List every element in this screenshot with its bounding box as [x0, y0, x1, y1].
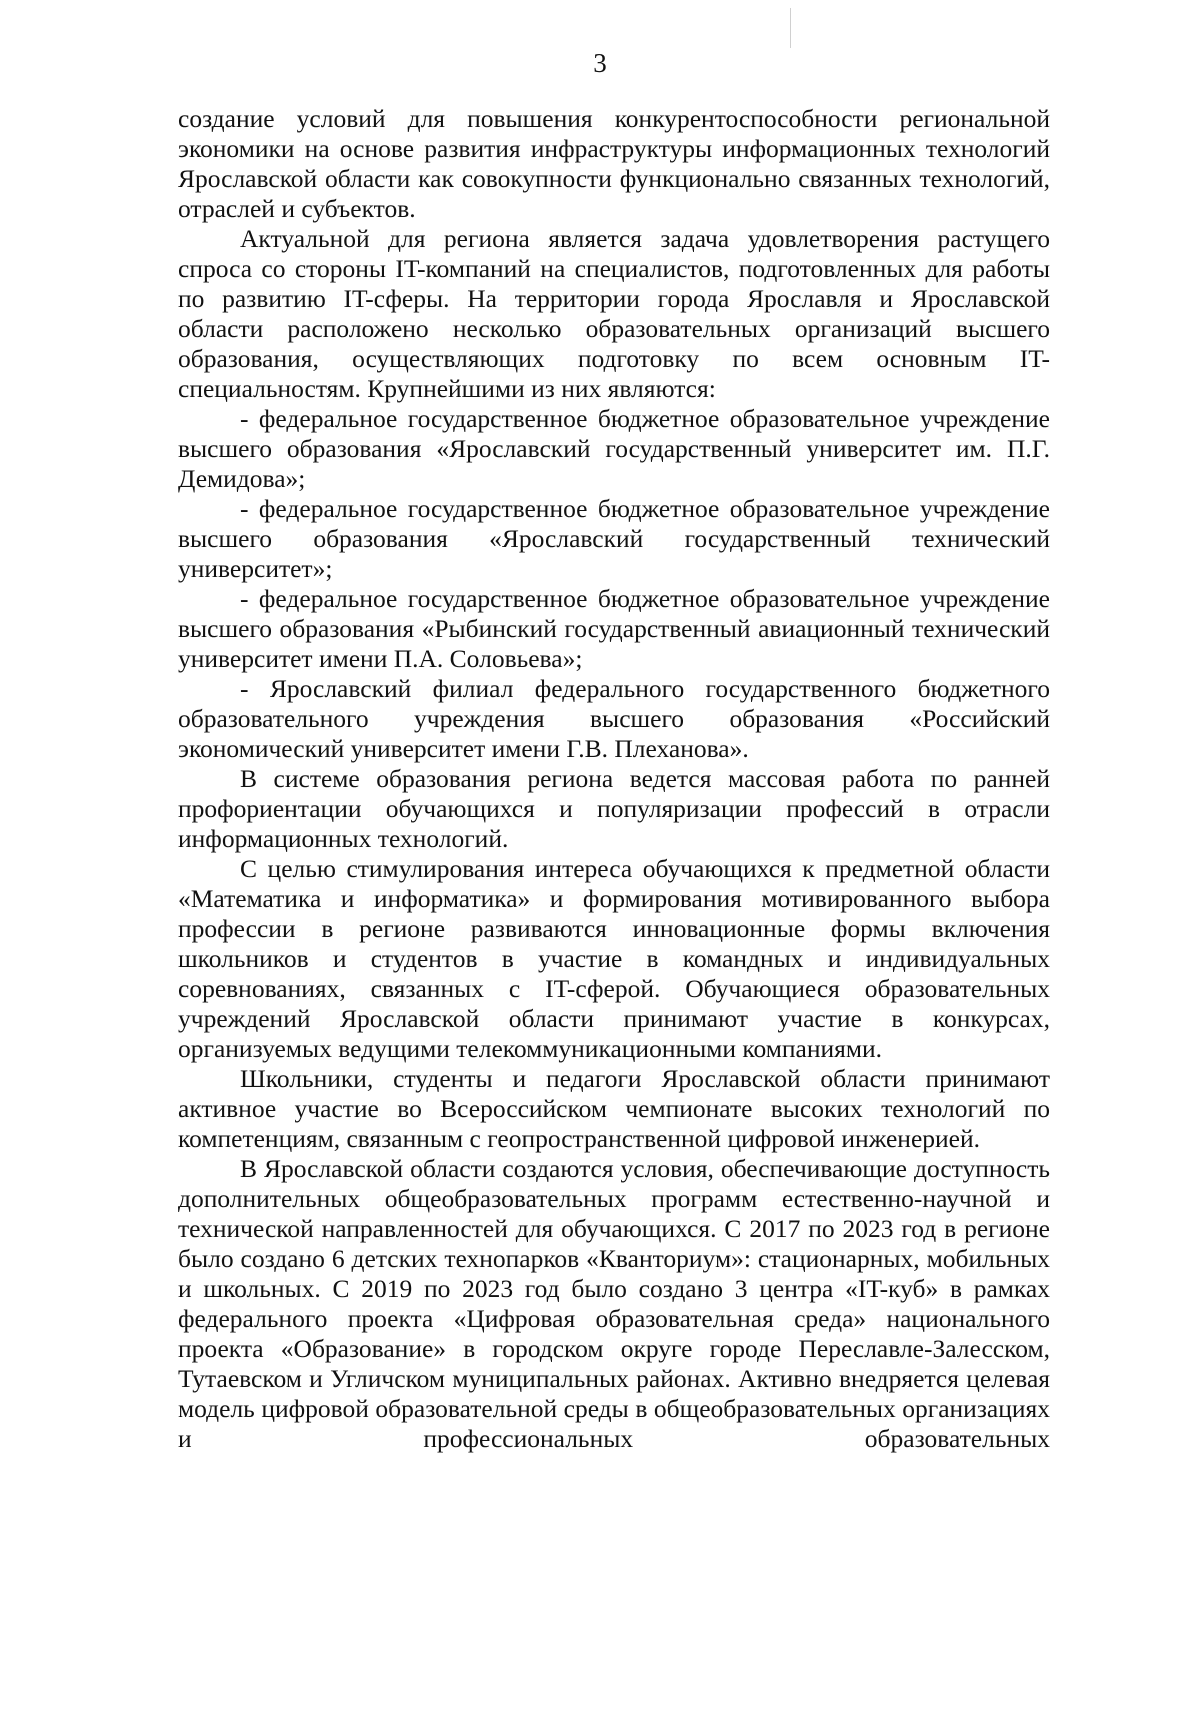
- paragraph-intro-continuation: создание условий для повышения конкурентоспособности региональной экономики на основе развития инфраструктуры информационных технологий Ярославской области как совокупности функционально связанных технологий, отраслей и субъектов.: [178, 104, 1050, 223]
- list-item-rsatu: - федеральное государственное бюджетное образовательное учреждение высшего образования «Рыбинский государственный авиационный технический университет имени П.А. Соловьева»;: [178, 584, 1050, 673]
- list-item-reu-branch: - Ярославский филиал федерального государственного бюджетного образовательного учреждения высшего образования «Российский экономический университет имени Г.В. Плеханова».: [178, 674, 1050, 763]
- paragraph-it-demand: Актуальной для региона является задача удовлетворения растущего спроса со стороны IT-компаний на специалистов, подготовленных для работы по развитию IT-сферы. На территории города Ярославля и Ярославской области расположено несколько образовательных организаций высшего образования, осуществляющих подготовку по всем основным IT-специальностям. Крупнейшими из них являются:: [178, 224, 1050, 403]
- paragraph-career-guidance: В системе образования региона ведется массовая работа по ранней профориентации обучающихся и популяризации профессий в отрасли информационных технологий.: [178, 764, 1050, 853]
- list-item-ystu: - федеральное государственное бюджетное образовательное учреждение высшего образования «Ярославский государственный технический университет»;: [178, 494, 1050, 583]
- scan-artifact: [790, 8, 791, 48]
- paragraph-technoparks: В Ярославской области создаются условия, обеспечивающие доступность дополнительных общеобразовательных программ естественно-научной и технической направленностей для обучающихся. С 2017 по 2023 год в регионе было создано 6 детских технопарков «Кванториум»: стационарных, мобильных и школьных. С 2019 по 2023 год было создано 3 центра «IT-куб» в рамках федерального проекта «Цифровая образовательная среда» национального проекта «Образование» в городском округе городе Переславле-Залесском, Тутаевском и Угличском муниципальных районах. Активно внедряется целевая модель цифровой образовательной среды в общеобразовательных организациях и профессиональных образовательных: [178, 1154, 1050, 1453]
- list-item-yargu: - федеральное государственное бюджетное образовательное учреждение высшего образования «Ярославский государственный университет им. П.Г. Демидова»;: [178, 404, 1050, 493]
- paragraph-competitions: С целью стимулирования интереса обучающихся к предметной области «Математика и информатика» и формирования мотивированного выбора профессии в регионе развиваются инновационные формы включения школьников и студентов в участие в командных и индивидуальных соревнованиях, связанных с IT-сферой. Обучающиеся образовательных учреждений Ярославской области принимают участие в конкурсах, организуемых ведущими телекоммуникационными компаниями.: [178, 854, 1050, 1063]
- document-body: [178, 104, 1050, 1454]
- page-number: 3: [593, 48, 607, 78]
- paragraph-championship: Школьники, студенты и педагоги Ярославской области принимают активное участие во Всероссийском чемпионате высоких технологий по компетенциям, связанным с геопространственной цифровой инженерией.: [178, 1064, 1050, 1153]
